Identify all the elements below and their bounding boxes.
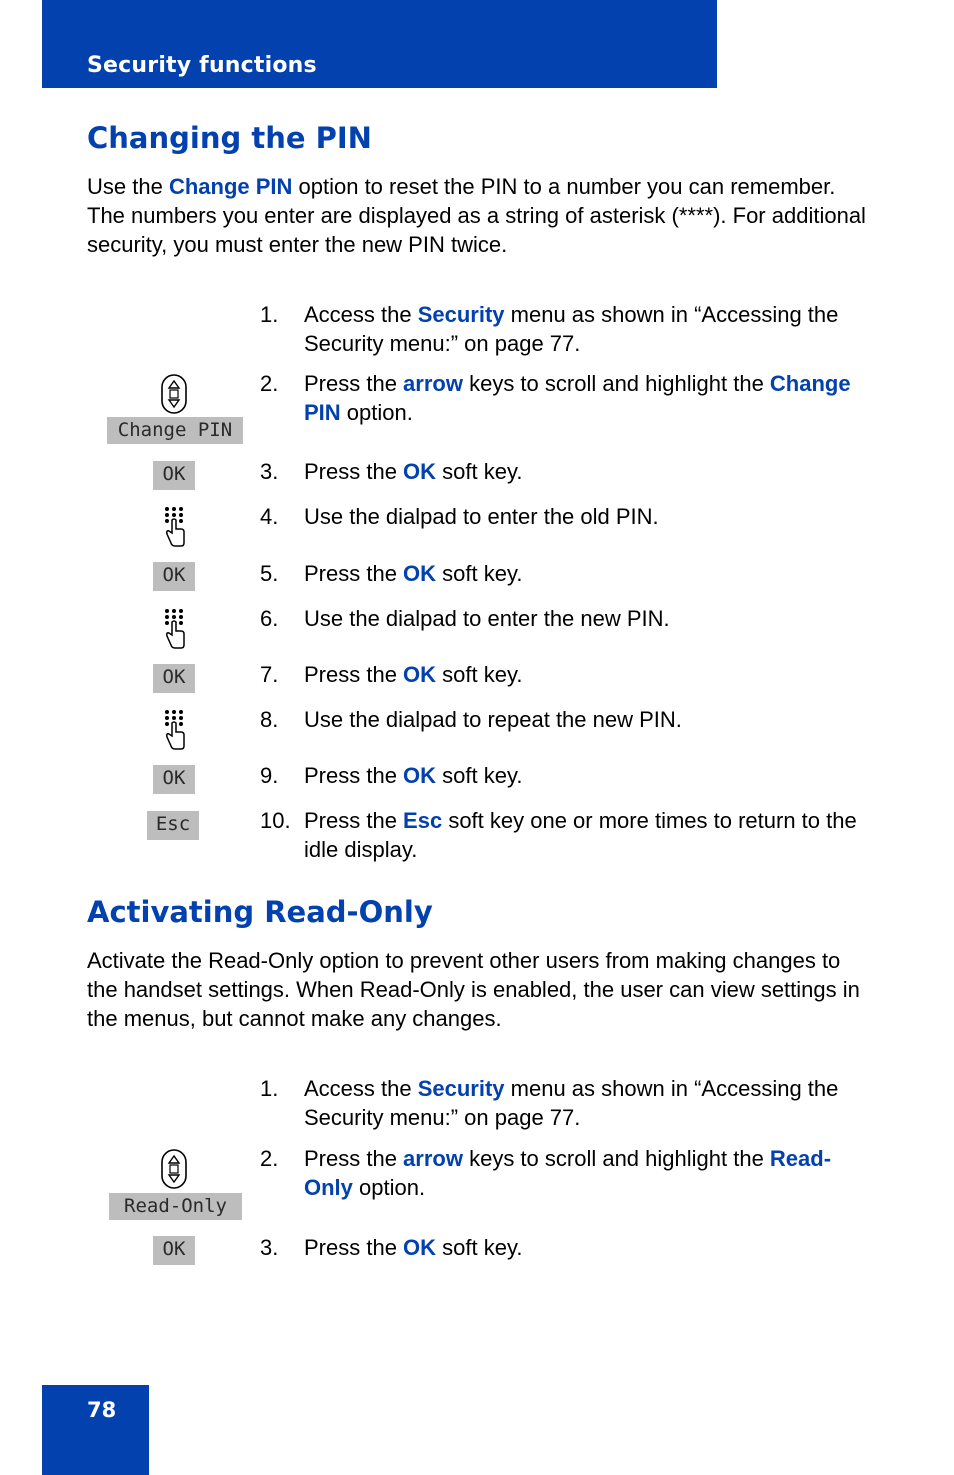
header-title: Security functions bbox=[87, 53, 317, 78]
page-number: 78 bbox=[87, 1398, 117, 1422]
lcd-change-pin: Change PIN bbox=[107, 417, 243, 444]
lcd-read-only: Read-Only bbox=[109, 1193, 242, 1220]
lcd-ok-softkey: OK bbox=[153, 562, 195, 591]
lcd-ok-softkey: OK bbox=[153, 664, 195, 693]
navigation-arrow-key-icon bbox=[160, 1148, 188, 1190]
lcd-ok-softkey: OK bbox=[153, 461, 195, 490]
lcd-esc-softkey: Esc bbox=[147, 811, 199, 840]
dialpad-hand-icon bbox=[160, 505, 188, 549]
section1-intro: Use the Change PIN option to reset the PIN to a number you can remember. The numbers you enter are displayed as a string of asterisk (****). For additional security, you must enter the new PIN twice. bbox=[87, 174, 866, 257]
navigation-arrow-key-icon bbox=[160, 373, 188, 415]
lcd-ok-softkey: OK bbox=[153, 765, 195, 794]
dialpad-hand-icon bbox=[160, 607, 188, 651]
header-bar bbox=[42, 0, 717, 88]
page-number-box bbox=[42, 1385, 149, 1475]
section-heading-changing-pin: Changing the PIN bbox=[87, 121, 372, 155]
section2-intro: Activate the Read-Only option to prevent other users from making changes to the handset settings. When Read-Only is enabled, the user can view settings in the menus, but cannot make any changes. bbox=[87, 948, 860, 1031]
section-heading-activating-read-only: Activating Read-Only bbox=[87, 895, 433, 929]
dialpad-hand-icon bbox=[160, 708, 188, 752]
lcd-ok-softkey: OK bbox=[153, 1236, 195, 1265]
